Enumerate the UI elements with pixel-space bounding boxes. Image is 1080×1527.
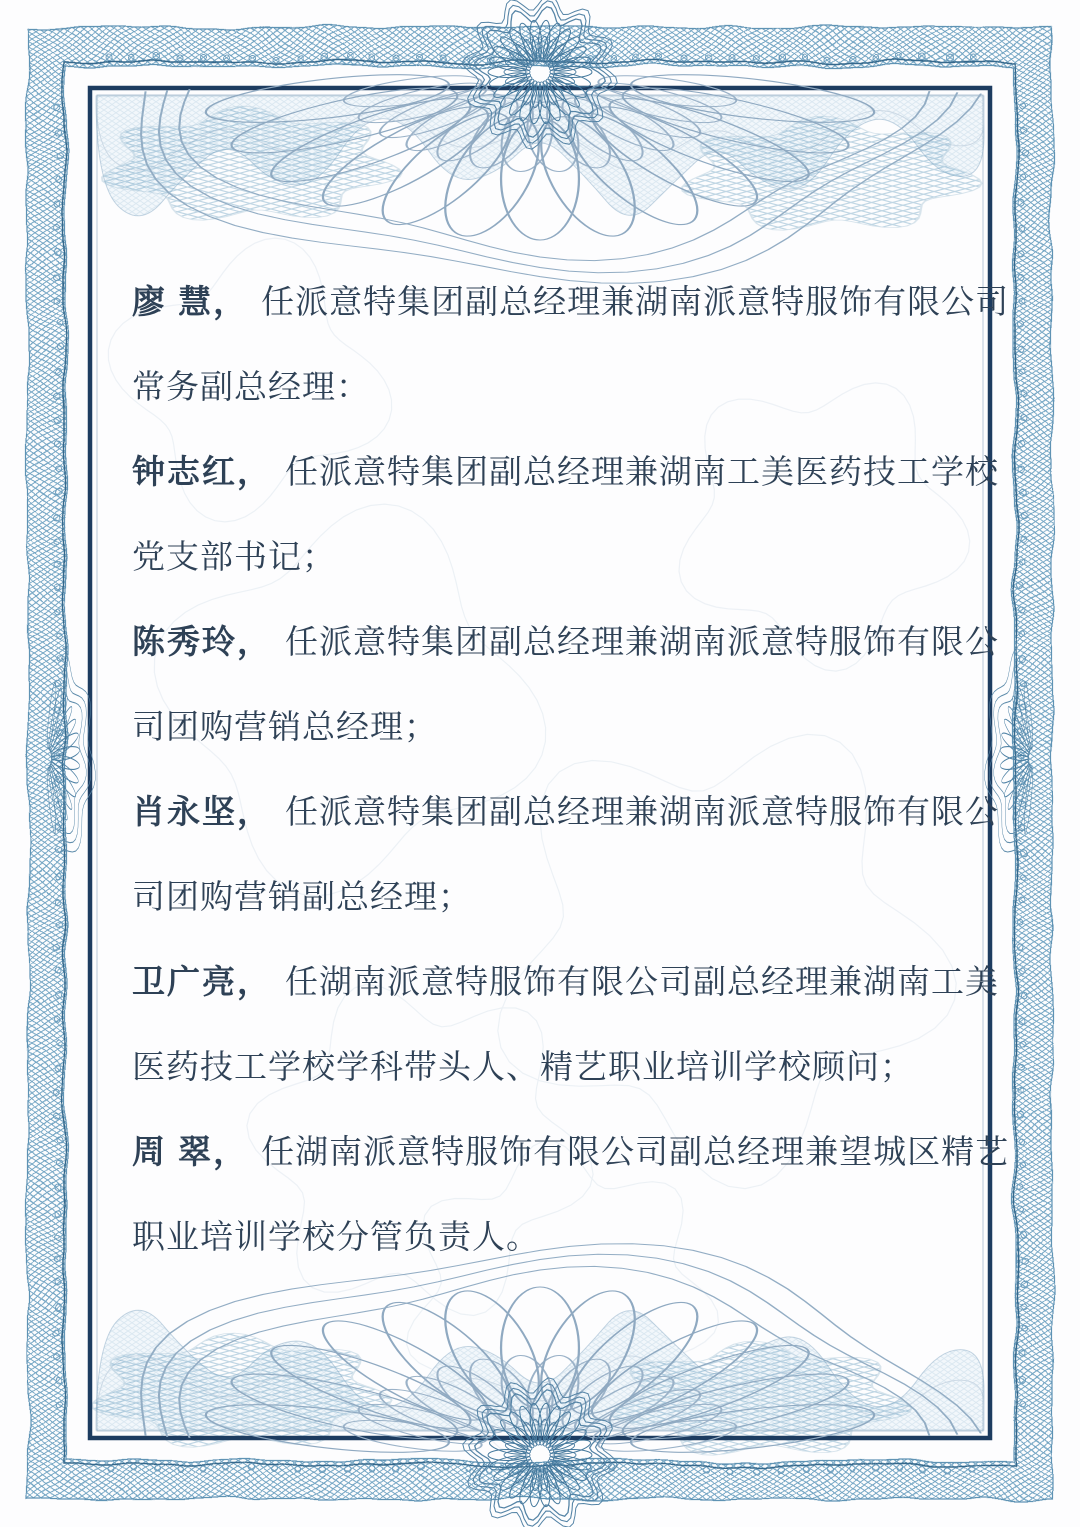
person-name: 肖永坚，: [132, 793, 272, 830]
appointment-line: 司团购营销副总经理；: [132, 878, 472, 915]
appointment-line: 司团购营销总经理；: [132, 708, 438, 745]
appointment-line: [132, 259, 1010, 344]
person-name: 陈秀玲，: [132, 623, 272, 660]
appointment-list: [132, 259, 1010, 1279]
appointment-line: [132, 599, 999, 684]
appointment-line: 医药技工学校学科带头人、精艺职业培训学校顾问；: [132, 1048, 914, 1085]
person-name: 周 翠，: [132, 1133, 249, 1170]
appointment-text: 任派意特集团副总经理兼湖南工美医药技工学校: [285, 453, 999, 490]
person-name: 卫广亮，: [132, 963, 272, 1000]
appointment-paragraph: [132, 769, 999, 939]
appointment-line: [132, 429, 999, 514]
appointment-text: 任湖南派意特服饰有限公司副总经理兼湖南工美: [285, 963, 999, 1000]
appointment-text: 任湖南派意特服饰有限公司副总经理兼望城区精艺: [261, 1133, 1010, 1170]
appointment-line: [132, 939, 999, 1024]
appointment-paragraph: [132, 599, 999, 769]
appointment-text: 任派意特集团副总经理兼湖南派意特服饰有限公司: [261, 283, 1010, 320]
appointment-line: 常务副总经理：: [132, 368, 370, 405]
appointment-paragraph: [132, 1109, 1010, 1279]
appointment-paragraph: [132, 429, 999, 599]
appointment-line: 职业培训学校分管负责人。: [132, 1218, 540, 1255]
appointment-paragraph: [132, 939, 999, 1109]
person-name: 廖 慧，: [132, 283, 249, 320]
person-name: 钟志红，: [132, 453, 272, 490]
appointment-line: [132, 769, 999, 854]
appointment-paragraph: [132, 259, 1010, 429]
appointment-text: 任派意特集团副总经理兼湖南派意特服饰有限公: [285, 623, 999, 660]
appointment-line: 党支部书记；: [132, 538, 336, 575]
appointment-line: [132, 1109, 1010, 1194]
appointment-text: 任派意特集团副总经理兼湖南派意特服饰有限公: [285, 793, 999, 830]
